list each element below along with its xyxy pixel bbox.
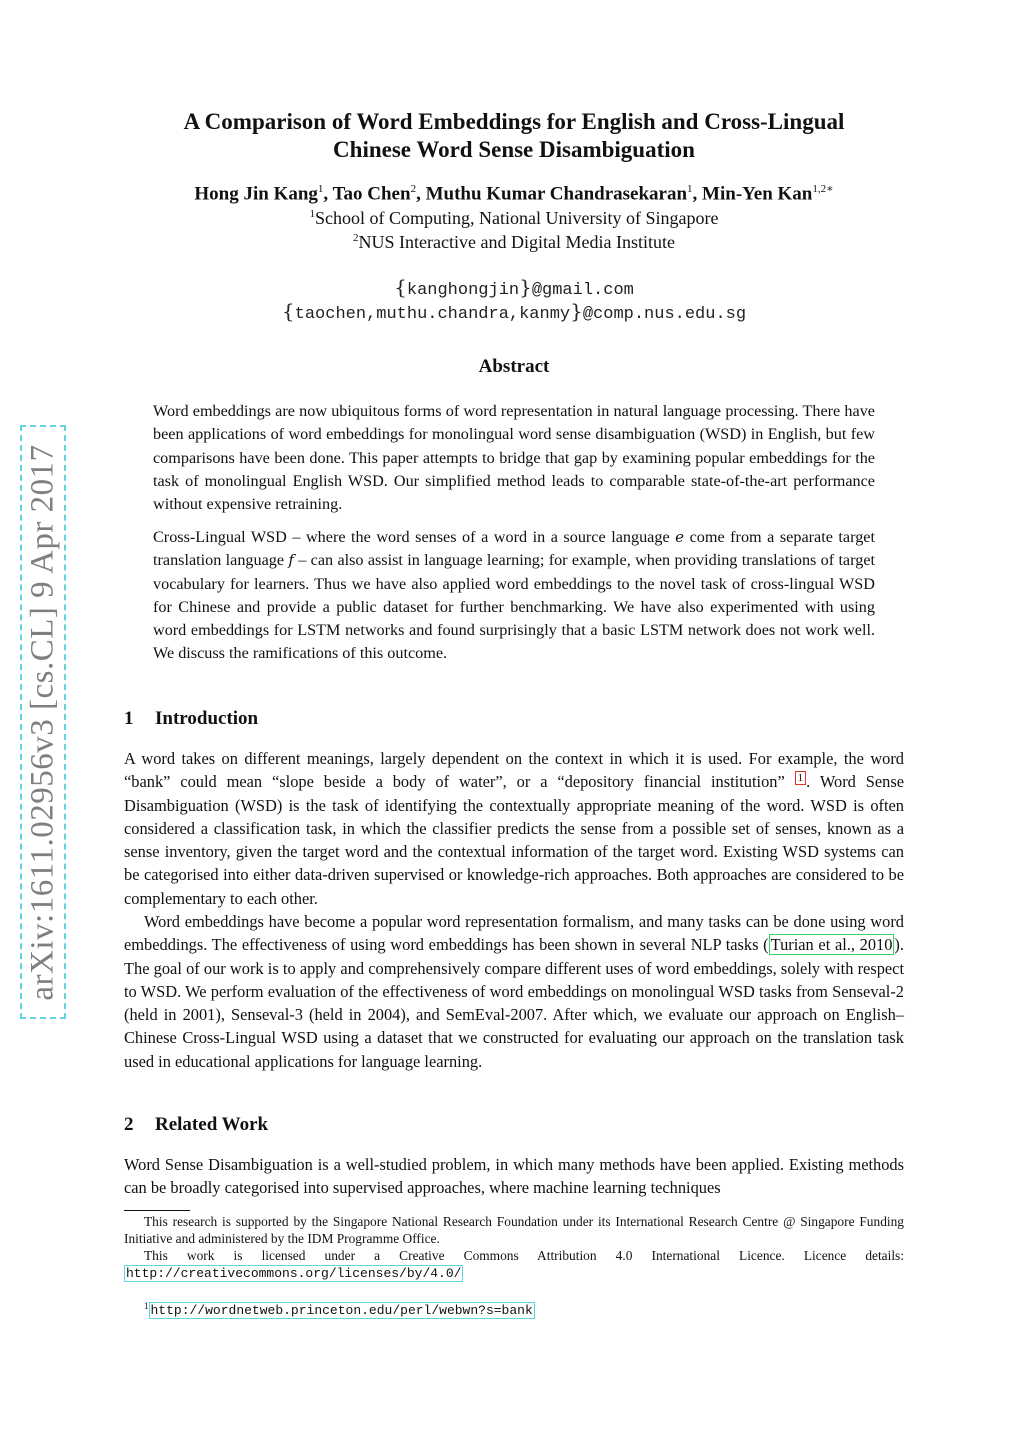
email-names: taochen,muthu.chandra,kanmy — [294, 305, 571, 324]
intro-paragraph-1 — [124, 747, 904, 910]
abstract-text: Cross-Lingual WSD – where the word senses of a word in a source language — [153, 528, 676, 546]
affiliation-text: School of Computing, National University of Singapore — [315, 208, 719, 228]
paper-title — [124, 108, 904, 164]
license-url-link[interactable]: http://creativecommons.org/licenses/by/4.0/ — [126, 1266, 462, 1281]
affiliation-2 — [124, 226, 904, 254]
section-heading-related-work — [124, 1114, 268, 1136]
citation-link-turian[interactable]: Turian et al., 2010 — [770, 935, 893, 955]
arxiv-identifier-text: arXiv:1611.02956v3 [cs.CL] 9 Apr 2017 — [24, 443, 61, 1001]
affiliation-number: 2 — [353, 232, 359, 244]
email-line-2 — [124, 299, 904, 327]
affiliation-number: 1 — [309, 208, 316, 220]
abstract-heading: Abstract — [478, 356, 550, 377]
abstract-paragraph-2 — [153, 526, 875, 666]
title-line-1: A Comparison of Word Embeddings for English and Cross-Lingual — [183, 109, 845, 134]
footnote-text: This work is licensed under a Creative Commons Attribution 4.0 International Licence. Licence details: — [144, 1248, 904, 1263]
abstract-text: come from a separate target translation language — [153, 528, 875, 570]
email-names: kanghongjin — [406, 281, 520, 300]
section-number: 2 — [124, 1114, 134, 1135]
footnote-link-1[interactable]: 1 — [795, 771, 807, 785]
email-brace-close: } — [519, 275, 532, 299]
intro-paragraph-2 — [124, 910, 904, 1073]
arxiv-identifier-stamp[interactable] — [20, 425, 66, 1019]
email-brace-open: { — [394, 275, 407, 299]
wordnet-url-link[interactable]: http://wordnetweb.princeton.edu/perl/webwn?s=bank — [150, 1303, 533, 1319]
author-name: Tao Chen — [332, 183, 411, 205]
author-name: Min-Yen Kan — [702, 183, 813, 205]
author-name: Muthu Kumar Chandrasekaran — [425, 183, 688, 205]
email-brace-open: { — [281, 299, 295, 323]
body-text: ). The goal of our work is to apply and comprehensively compare different uses of word embeddings, solely with respect to WSD. We perform evaluation of the effectiveness of word embeddings on monolingual WSD tasks from Senseval-2 (held in 2001), Senseval-3 (held in 2004), and SemEval-2007. After which, we evaluate our approach on English–Chinese Cross-Lingual WSD using a dataset that we constructed for evaluating our approach on the translation task used in educational applications for language learning. — [124, 935, 904, 1071]
title-line-2: Chinese Word Sense Disambiguation — [333, 137, 695, 162]
email-domain: @comp.nus.edu.sg — [582, 305, 747, 324]
section-title: Introduction — [155, 708, 259, 729]
section-number: 1 — [124, 708, 134, 729]
body-text: Word embeddings have become a popular word representation formalism, and many tasks can be done using word embeddings. The effectiveness of using word embeddings has been shown in several NLP tasks ( — [124, 912, 904, 955]
related-paragraph-1: Word Sense Disambiguation is a well-studied problem, in which many methods have been applied. Existing methods can be broadly categorised into supervised approaches, where machine learning techniques — [124, 1155, 904, 1198]
footnote-number: 1 — [144, 1301, 149, 1311]
author-affil-mark: 1 — [317, 183, 324, 195]
author-affil-mark: 2 — [410, 183, 417, 195]
body-text: A word takes on different meanings, largely dependent on the context in which it is used. For example, the word “bank” could mean “slope beside a body of water”, or a “depository financial institution” — [124, 749, 904, 792]
math-var-f: f — [288, 551, 294, 570]
section-heading-introduction — [124, 708, 258, 730]
math-var-e: e — [675, 528, 685, 546]
author-affil-mark: 1 — [687, 183, 693, 195]
footnote-license — [124, 1247, 904, 1282]
affiliation-text: NUS Interactive and Digital Media Institute — [358, 232, 675, 252]
footnote-1 — [124, 1298, 904, 1319]
footnote-rule — [124, 1210, 190, 1211]
body-text: . Word Sense Disambiguation (WSD) is the task of identifying the contextually appropriate meaning of the word. WSD is often considered a classification task, in which the classifier predicts the sense from a possible set of senses, known as a sense inventory, given the target word and the contextual information of the target word. Existing WSD systems can be categorised into either data-driven supervised or knowledge-rich approaches. Both approaches are considered to be complementary to each other. — [124, 772, 904, 908]
author-affil-mark: 1,2∗ — [812, 183, 834, 195]
abstract-text: – can also assist in language learning; for example, when providing translations of target vocabulary for learners. Thus we have also applied word embeddings to the novel task of cross-lingual WSD for Chinese and provide a public dataset for further benchmarking. We have also experimented with using word embeddings for LSTM networks and found surprisingly that a basic LSTM network does not work well. We discuss the ramifications of this outcome. — [153, 551, 875, 663]
footnote-funding: This research is supported by the Singapore National Research Foundation under its International Research Centre @ Singapore Funding Initiative and administered by the IDM Programme Office. — [124, 1214, 904, 1246]
section-title: Related Work — [155, 1114, 269, 1135]
author-name: Hong Jin Kang — [194, 183, 318, 205]
email-brace-close: } — [570, 299, 583, 323]
email-domain: @gmail.com — [531, 281, 634, 300]
author-list: Hong Jin Kang$^1$, Tao Chen$^2$, Muthu Kumar Chandrasekaran$^1$, Min-Yen Kan$^{1,2∗}$ — [194, 183, 834, 205]
abstract-paragraph-1: Word embeddings are now ubiquitous forms of word representation in natural language processing. There have been applications of word embeddings for monolingual word sense disambiguation (WSD) in English, but few comparisons have been done. This paper attempts to bridge that gap by examining popular embeddings for the task of monolingual English WSD. Our simplified method leads to comparable state-of-the-art performance without expensive retraining. — [153, 402, 875, 514]
